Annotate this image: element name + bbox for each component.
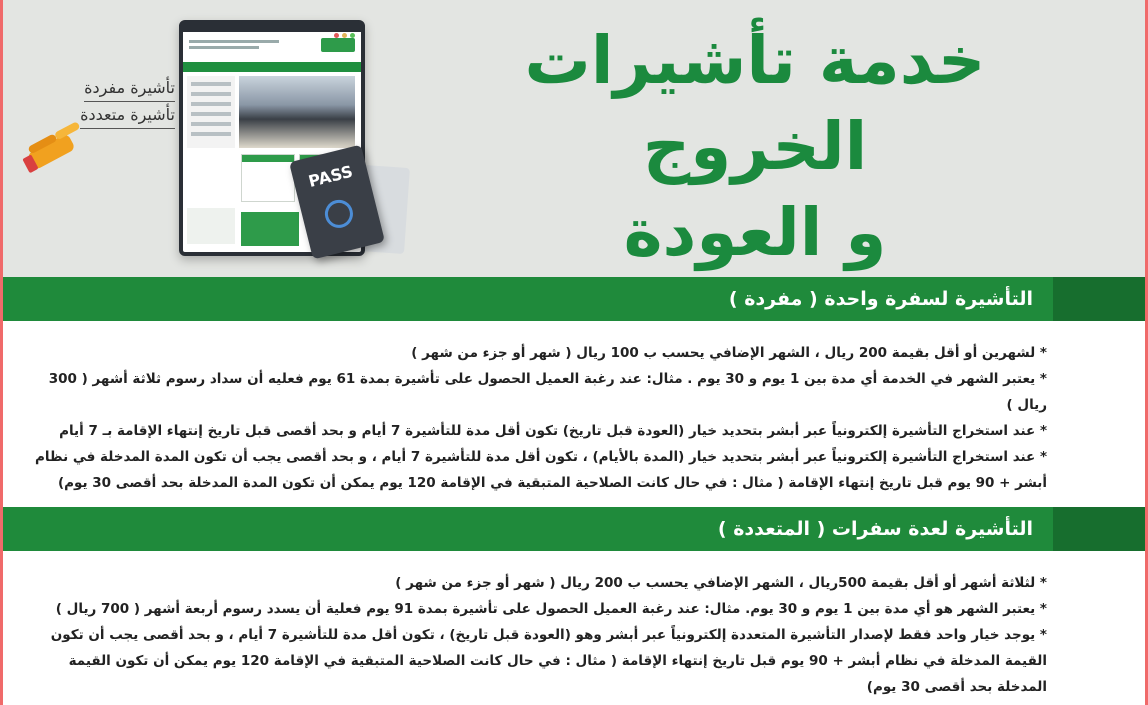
passport-label: PASS <box>306 161 355 191</box>
infographic <box>3 0 1145 705</box>
multi-visa-item: * لثلاثة أشهر أو أقل بقيمة 500ريال ، الشهر الإضافي يحسب ب 200 ريال ( شهر أو جزء من شهر ) <box>395 575 1047 591</box>
multi-visa-item: * يوجد خيار واحد فقط لإصدار التأشيرة المتعددة إلكترونياً عبر أبشر وهو (العودة قبل تاريخ) ، تكون أقل مدة للتأشيرة 7 أيام ، و بحد أقصى يجب أن تكون القيمة المدخلة في نظام أبشر + 90 يوم قبل تاريخ إنتهاء الإقامة ( مثال : في حال كانت الصلاحية المتبقية في الإقامة 120 يوم يمكن أن تكون القيمة المدخلة بحد أقصى 30 يوم) <box>50 627 1047 695</box>
site-banner-illustration <box>241 212 299 246</box>
site-nav-illustration <box>183 62 361 72</box>
site-box-illustration <box>241 154 295 202</box>
multi-visa-details <box>15 570 1047 700</box>
site-sidebar-illustration <box>187 76 235 148</box>
single-visa-item: * عند استخراج التأشيرة إلكترونياً عبر أبشر بتحديد خيار (العودة قبل تاريخ) تكون أقل مدة للتأشيرة 7 أيام و بحد أقصى قبل تاريخ إنتهاء الإقامة بـ 7 أيام <box>59 423 1047 439</box>
site-logo-illustration <box>321 38 355 52</box>
page-title <box>405 18 1105 276</box>
single-visa-details <box>15 340 1047 496</box>
visa-single-label: تأشيرة مفردة <box>84 75 175 102</box>
single-visa-item: * لشهرين أو أقل بقيمة 200 ريال ، الشهر الإضافي يحسب ب 100 ريال ( شهر أو جزء من شهر ) <box>411 345 1047 361</box>
site-footer-illustration <box>187 208 235 244</box>
pointing-hand-icon <box>21 120 91 176</box>
section-header-multi <box>3 507 1145 551</box>
title-line-1: خدمة تأشيرات الخروج <box>524 22 986 185</box>
header-panel <box>3 0 1145 277</box>
title-line-2: و العودة <box>623 194 887 271</box>
site-header-illustration <box>183 36 361 58</box>
section-header-single <box>3 277 1145 321</box>
single-visa-item: * عند استخراج التأشيرة إلكترونياً عبر أبشر بتحديد خيار (المدة بالأيام) ، تكون أقل مدة للتأشيرة 7 أيام ، و بحد أقصى يجب أن تكون المدة المدخلة في نظام أبشر + 90 يوم قبل تاريخ إنتهاء الإقامة ( مثال : في حال كانت الصلاحية المتبقية في الإقامة 120 يوم يمكن أن تكون المدة المدخلة بحد أقصى 30 يوم) <box>34 449 1047 491</box>
site-photo-illustration <box>239 76 355 148</box>
single-visa-item: * يعتبر الشهر في الخدمة أي مدة بين 1 يوم و 30 يوم . مثال: عند رغبة العميل الحصول على تأشيرة بمدة 61 يوم فعليه أن سداد رسوم ثلاثة أشهر ( 300 ريال ) <box>48 371 1047 413</box>
multi-visa-title: التأشيرة لعدة سفرات ( المتعددة ) <box>717 518 1033 540</box>
visa-multi-label: تأشيرة متعددة <box>80 102 175 129</box>
globe-icon <box>322 197 356 231</box>
single-visa-title: التأشيرة لسفرة واحدة ( مفردة ) <box>728 288 1033 310</box>
multi-visa-item: * يعتبر الشهر هو أي مدة بين 1 يوم و 30 يوم. مثال: عند رغبة العميل الحصول على تأشيرة بمدة 91 يوم فعلية أن يسدد رسوم أربعة أشهر ( 700 ريال ) <box>55 601 1047 617</box>
